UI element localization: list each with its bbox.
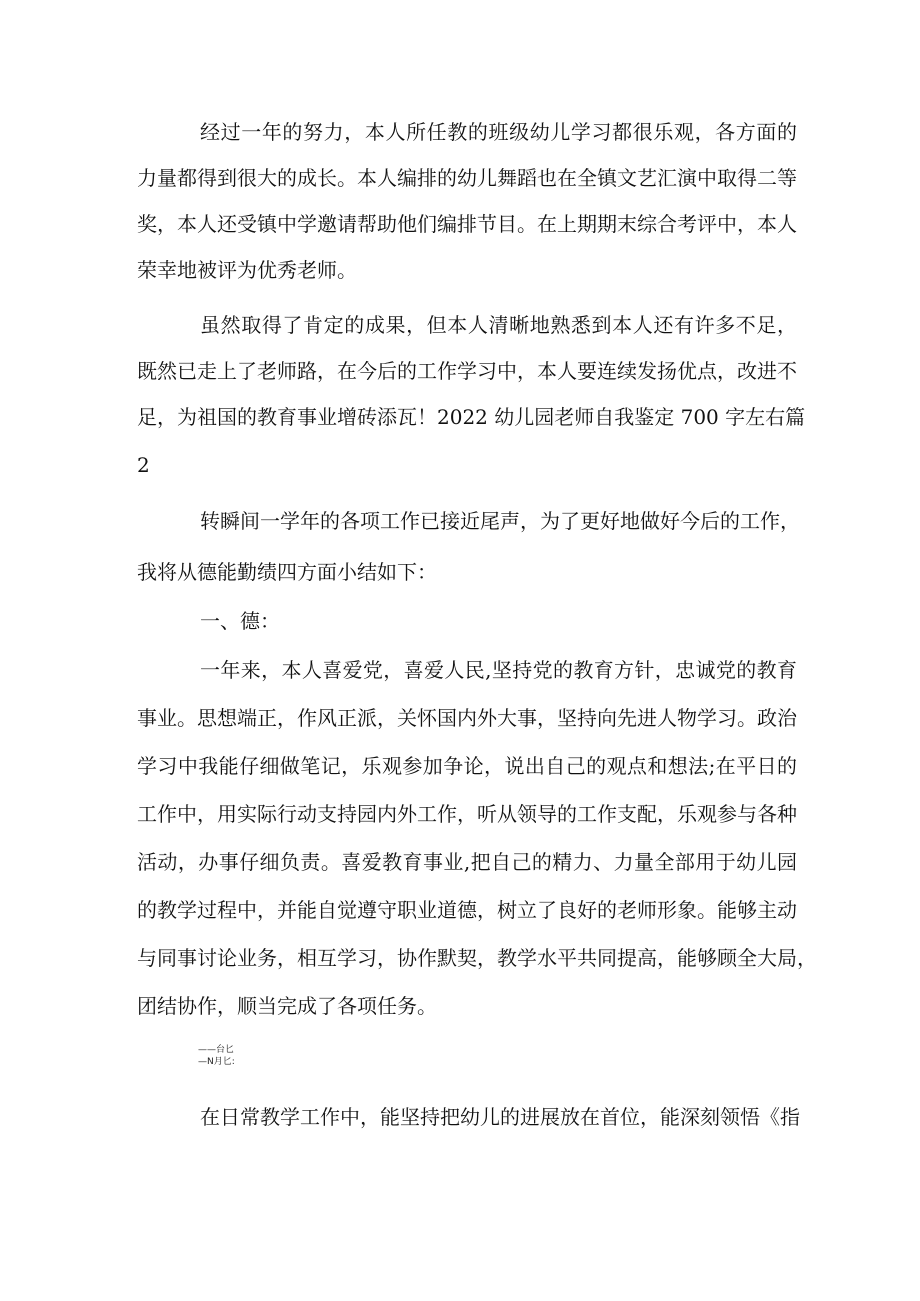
text-line: 既然已走上了老师路，在今后的工作学习中，本人要连续发扬优点，改进不: [137, 359, 797, 383]
section-heading: 一、德：: [200, 609, 280, 633]
text-line: 足，为祖国的教育事业增砖添瓦！2022 幼儿园老师自我鉴定 700 字左右篇: [137, 405, 806, 429]
text-line: 我将从德能勤绩四方面小结如下：: [137, 560, 437, 584]
text-line: 一年来，本人喜爱党，喜爱人民,坚持党的教育方针，忠诚党的教育: [200, 658, 797, 682]
marker-line: ——台匕: [198, 1045, 235, 1055]
text-line: 工作中，用实际行动支持园内外工作，听从领导的工作支配，乐观参与各种: [137, 802, 797, 826]
text-line: 与同事讨论业务，相互学习，协作默契，教学水平共同提高，能够顾全大局，: [137, 946, 817, 970]
text-line: 奖，本人还受镇中学邀请帮助他们编排节目。在上期期末综合考评中，本人: [137, 212, 797, 236]
text-line: 荣幸地被评为优秀老师。: [137, 258, 357, 282]
text-line: 力量都得到很大的成长。本人编排的幼儿舞蹈也在全镇文艺汇演中取得二等: [137, 166, 797, 190]
marker-line: —N月匕:: [198, 1057, 235, 1067]
text-line: 虽然取得了肯定的成果，但本人清晰地熟悉到本人还有许多不足，: [200, 313, 797, 337]
text-line: 活动，办事仔细负责。喜爱教育事业,把自己的精力、力量全部用于幼儿园: [137, 850, 797, 874]
text-line: 经过一年的努力，本人所任教的班级幼儿学习都很乐观，各方面的: [200, 120, 797, 144]
text-line: 团结协作，顺当完成了各项任务。: [137, 994, 437, 1018]
text-line: 事业。思想端正，作风正派，关怀国内外大事，坚持向先进人物学习。政治: [137, 706, 797, 730]
text-line: 2: [137, 453, 150, 477]
text-line: 在日常教学工作中，能坚持把幼儿的进展放在首位，能深刻领悟《指: [200, 1105, 800, 1129]
text-line: 学习中我能仔细做笔记，乐观参加争论，说出自己的观点和想法;在平日的: [137, 754, 797, 778]
text-line: 转瞬间一学年的各项工作已接近尾声，为了更好地做好今后的工作，: [200, 509, 800, 533]
text-line: 的教学过程中，并能自觉遵守职业道德，树立了良好的老师形象。能够主动: [137, 898, 797, 922]
